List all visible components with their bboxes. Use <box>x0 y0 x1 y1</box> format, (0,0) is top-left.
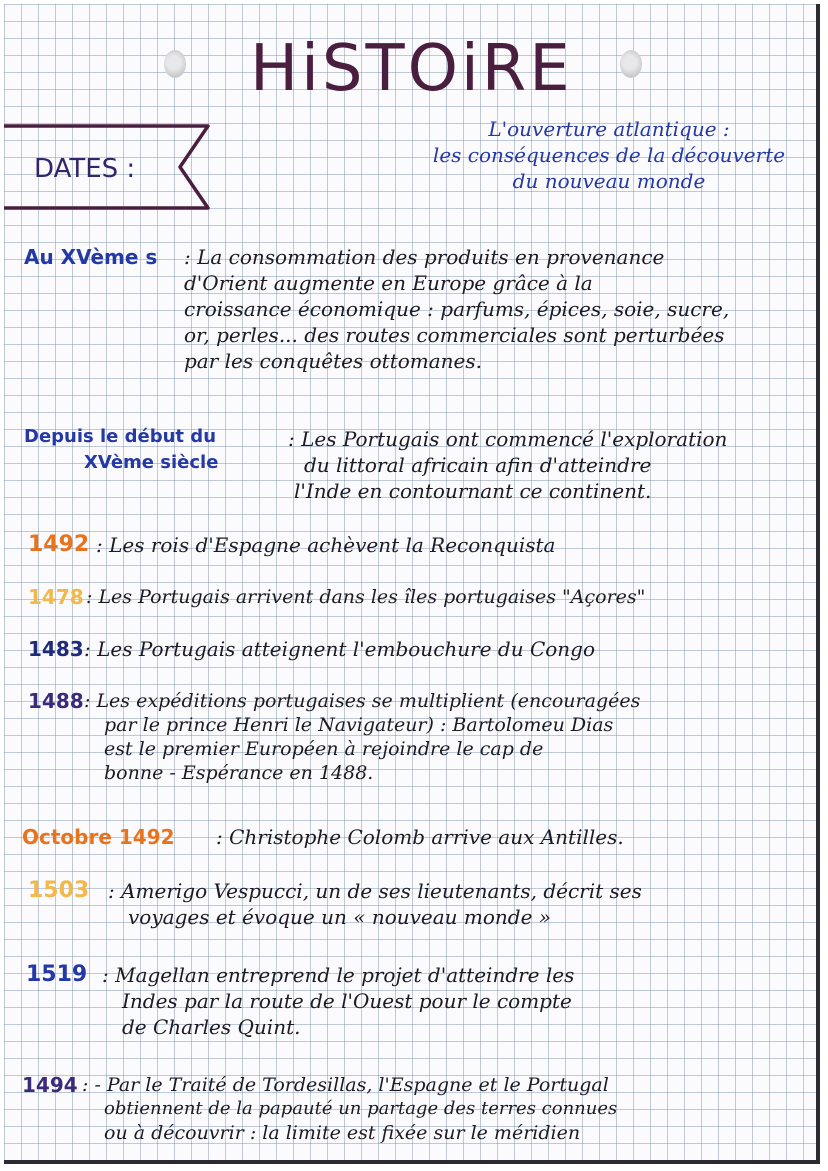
timeline-entry <box>28 878 808 934</box>
entry-date-continued: XVème siècle <box>84 452 219 473</box>
entry-line: : - Par le Traité de Tordesillas, l'Espagne et le Portugal <box>82 1074 609 1096</box>
entry-line: voyages et évoque un « nouveau monde » <box>128 905 552 929</box>
subtitle-line: du nouveau monde <box>512 169 706 193</box>
entry-line: de Charles Quint. <box>122 1015 301 1039</box>
entry-line: : Les Portugais atteignent l'embouchure du Congo <box>84 637 596 661</box>
chapter-subtitle <box>404 116 814 194</box>
timeline-entry <box>22 1072 812 1154</box>
timeline-entry <box>22 824 812 854</box>
entry-line: : Les Portugais ont commencé l'exploration <box>288 427 728 451</box>
timeline-entry <box>26 962 806 1044</box>
dates-banner-label: DATES : <box>34 154 136 184</box>
entry-line: d'Orient augmente en Europe grâce à la <box>184 271 593 295</box>
entry-line: or, perles... des routes commerciales sont perturbées <box>184 323 725 347</box>
timeline-entry <box>28 688 808 798</box>
entry-line: du littoral africain afin d'atteindre <box>304 453 652 477</box>
binder-hole-right <box>620 50 642 78</box>
entry-date: 1478 <box>28 585 84 609</box>
entry-line: ou à découvrir : la limite est fixée sur le méridien <box>104 1122 581 1144</box>
subtitle-line: les conséquences de la découverte <box>432 143 786 167</box>
entry-line: : Amerigo Vespucci, un de ses lieutenants, décrit ses <box>108 879 642 903</box>
entry-line: bonne - Espérance en 1488. <box>104 762 374 784</box>
entry-date: 1503 <box>28 878 90 903</box>
entry-line: obtiennent de la papauté un partage des terres connues <box>104 1098 618 1119</box>
timeline-entry <box>28 584 808 614</box>
entry-date: Depuis le début du <box>24 426 217 447</box>
entry-date: Au XVème s <box>24 245 158 269</box>
entry-line: : La consommation des produits en provenance <box>184 245 665 269</box>
entry-line: est le premier Européen à rejoindre le cap de <box>104 738 544 760</box>
entry-line: : Les Portugais arrivent dans les îles portugaises "Açores" <box>86 586 646 608</box>
binder-hole-left <box>164 50 186 78</box>
entry-line: croissance économique : parfums, épices, soie, sucre, <box>184 297 730 321</box>
subtitle-line: L'ouverture atlantique : <box>488 117 730 141</box>
timeline-entry <box>24 424 814 514</box>
entry-line: : Christophe Colomb arrive aux Antilles. <box>216 825 624 849</box>
notebook-page <box>4 4 820 1164</box>
timeline-entry <box>24 242 814 402</box>
entry-date: Octobre 1492 <box>22 825 175 849</box>
entry-date: 1488 <box>28 689 84 713</box>
entry-line: : Magellan entreprend le projet d'atteindre les <box>102 963 575 987</box>
entry-line: : Les expéditions portugaises se multiplient (encouragées <box>84 690 641 712</box>
entry-line: par les conquêtes ottomanes. <box>184 349 483 373</box>
entry-line: : Les rois d'Espagne achèvent la Reconquista <box>96 533 556 557</box>
entry-line: Indes par la route de l'Ouest pour le compte <box>122 989 572 1013</box>
entry-date: 1483 <box>28 637 84 661</box>
timeline-entry <box>28 532 808 562</box>
entry-date: 1519 <box>26 962 88 987</box>
timeline-entry <box>28 636 808 666</box>
entry-line: l'Inde en contournant ce continent. <box>294 479 652 503</box>
page-title: HiSTOiRE <box>250 32 573 106</box>
entry-date: 1492 <box>28 532 90 557</box>
entry-line: par le prince Henri le Navigateur) : Bartolomeu Dias <box>104 714 614 736</box>
entry-date: 1494 <box>22 1073 78 1097</box>
